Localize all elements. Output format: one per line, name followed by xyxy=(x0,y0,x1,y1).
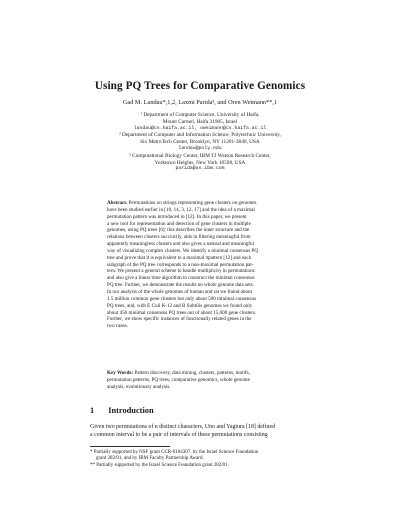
section-title: Introduction xyxy=(108,406,154,415)
abstract-line: Permutations on strings representing gene clusters on genomes xyxy=(128,200,257,206)
intro-line: a common interval to be a pair of intervals of these permutations consisting xyxy=(90,431,268,438)
abstract-line: 1.5 million common gene clusters but only about 500 minimal consensus xyxy=(107,295,256,302)
abstract-line: genomes, using PQ trees [6]: this describes the inner structure and the xyxy=(107,227,250,234)
affiliation-line: Six MetroTech Center, Brooklyn, NY 11201-3840, USA xyxy=(140,139,260,146)
abstract-line: about 450 minimal consensus PQ trees out of about 15,000 gene clusters. xyxy=(107,309,257,316)
section-heading xyxy=(90,406,154,415)
keywords-label: Key Words: xyxy=(107,370,134,376)
abstract-line: apparently meaningless clusters and also gives a natural and meaningful xyxy=(107,241,254,248)
abstract-line: Further, we show specific instances of functionally related genes in the xyxy=(107,316,252,323)
keywords-line: permutation patterns, PQ trees, comparative genomics, whole genome xyxy=(107,376,250,383)
abstract-label: Abstract. xyxy=(107,200,128,206)
paper-title: Using PQ Trees for Comparative Genomics xyxy=(94,80,306,92)
affiliation-line: Mount Carmel, Haifa 31905, Israel xyxy=(162,118,238,125)
footnote-rule xyxy=(90,446,170,447)
abstract xyxy=(107,200,303,330)
footnote-line: * Partially supported by NSF grant CCR-0104307, by the Israel Science Foundation xyxy=(90,450,259,455)
footnotes xyxy=(90,450,320,469)
affiliation-email: landau@poly.edu xyxy=(178,145,222,151)
abstract-line: permutation pattern was introduced in [12]. In this paper, we present xyxy=(107,213,247,220)
intro-text xyxy=(90,424,320,440)
affiliation-email: landau@cs.haifa.ac.il, oweimann@cs.haifa.ac.il xyxy=(133,125,267,131)
keywords-line: Pattern discovery, data mining, clusters, patterns, motifs, xyxy=(134,370,250,376)
footnote-line: ** Partially supported by the Israel Science Foundation grant 282/01. xyxy=(90,462,229,468)
abstract-line: way of visualizing complex clusters. We identify a minimal consensus PQ xyxy=(107,247,259,254)
abstract-line: tern. We present a general scheme to handle multiplicity in permutations xyxy=(107,268,255,275)
affiliations xyxy=(0,112,400,173)
abstract-line: PQ trees, and, with E Coli K-12 and B Subtilis genomes we found only xyxy=(107,302,253,309)
affiliation-line: ³ Computational Biology Center, IBM TJ Watson Research Center, xyxy=(129,152,271,159)
abstract-line: tree and prove that it is equivalent to a maximal πpattern [12] and each xyxy=(107,254,252,261)
abstract-line: relations between clusters succinctly, aids in filtering meaningful from xyxy=(107,234,251,241)
affiliation-line: Yorktown Heights, New York 10598, USA xyxy=(154,159,246,166)
affiliation-email: parida@us.ibm.com xyxy=(175,166,225,172)
keywords xyxy=(107,370,303,391)
section-number: 1 xyxy=(90,406,95,415)
affiliation-line: ² Department of Computer and Information Science, Polytechnic University, xyxy=(119,132,281,139)
abstract-line: have been studied earlier in [18, 14, 3, 12, 17] and the idea of a maximal xyxy=(107,206,255,213)
abstract-line: and also give a linear time algorithm to construct the minimal consensus xyxy=(107,275,255,282)
abstract-line: In our analysis of the whole genomes of human and rat we found about xyxy=(107,288,252,295)
abstract-line: a new tool for representation and detection of gene clusters in multiple xyxy=(107,220,251,227)
affiliation-line: ¹ Department of Computer Science, University of Haifa, xyxy=(140,112,260,118)
keywords-line: analysis, evolutionary analysis. xyxy=(107,383,171,390)
abstract-line: subgraph of the PQ tree corresponds to a non-maximal permutation pat- xyxy=(107,261,254,268)
author-list: Gad M. Landau*,1,2, Laxmi Parida³, and Oren Weimann**,1 xyxy=(122,99,278,106)
footnote-line: grant 282/01, and by IBM Faculty Partnership Award. xyxy=(96,456,204,462)
abstract-line: two cases. xyxy=(107,323,128,330)
intro-line: Given two permutations of n distinct characters, Uno and Yagiura [18] defined xyxy=(90,424,276,430)
abstract-line: PQ tree. Further, we demonstrate the results on whole genome data sets. xyxy=(107,282,254,289)
